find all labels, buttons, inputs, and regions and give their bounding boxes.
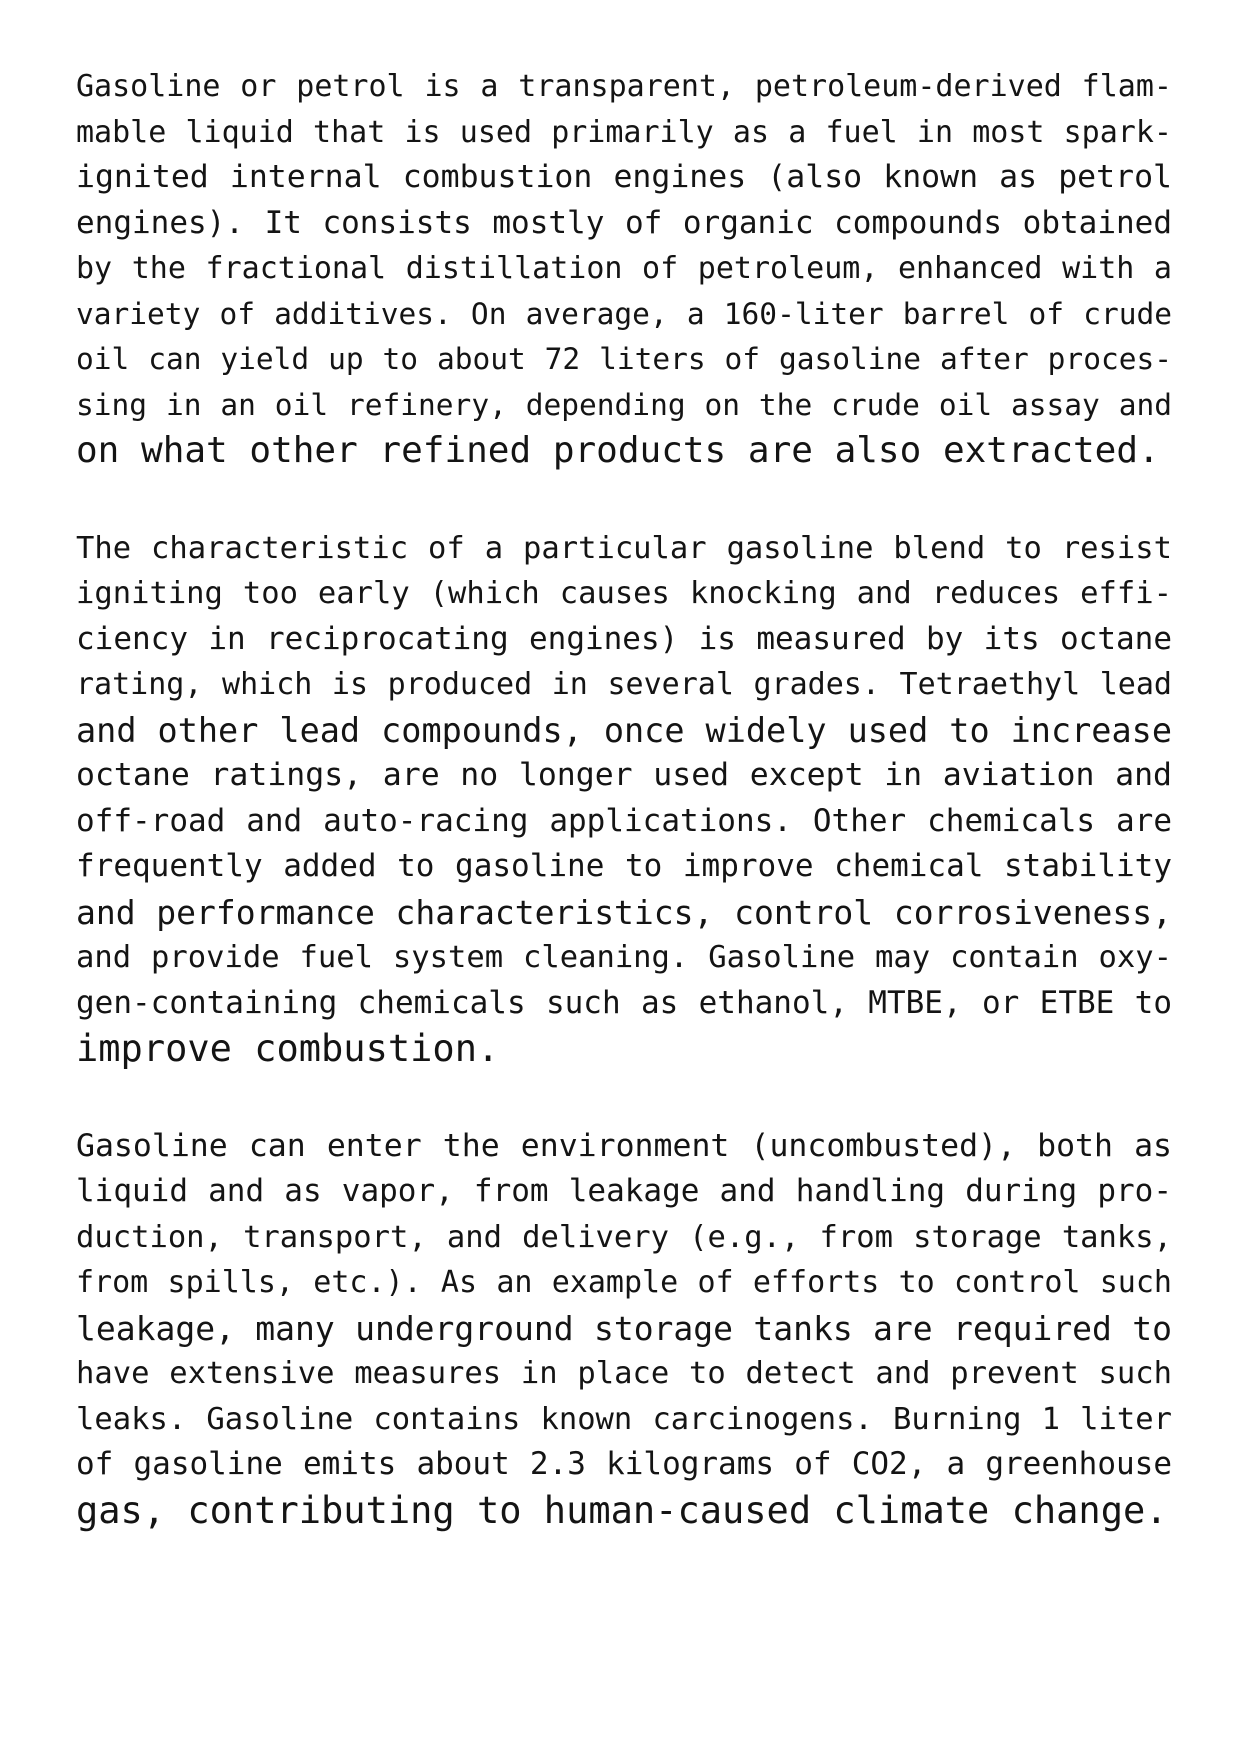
text-line: have extensive measures in place to detect and prevent such xyxy=(76,1356,1172,1391)
text-line: gas, contributing to human-caused climate change. xyxy=(76,1488,1168,1532)
text-line: and performance characteristics, control corrosiveness, xyxy=(76,892,1172,932)
text-line: Gasoline can enter the environment (uncombusted), both as xyxy=(76,1127,1172,1164)
text-line: ciency in reciprocating engines) is measured by its octane xyxy=(76,620,1172,657)
text-line: gen-containing chemicals such as ethanol, MTBE, or ETBE to xyxy=(76,984,1172,1021)
text-line: and other lead compounds, once widely used to increase xyxy=(76,710,1172,750)
text-line: ignited internal combustion engines (also known as petrol xyxy=(76,159,1172,195)
text-line: liquid and as vapor, from leakage and handling during pro- xyxy=(76,1173,1172,1209)
text-line: igniting too early (which causes knocking and reduces effi- xyxy=(76,576,1172,611)
paragraph-1 xyxy=(76,64,1172,474)
paragraph-3 xyxy=(76,1124,1172,1534)
text-line: rating, which is produced in several grades. Tetraethyl lead xyxy=(76,667,1172,702)
text-line: engines). It consists mostly of organic compounds obtained xyxy=(76,204,1172,241)
text-line: on what other refined products are also extracted. xyxy=(76,430,1160,471)
text-line: leakage, many underground storage tanks are required to xyxy=(76,1308,1172,1348)
text-line: frequently added to gasoline to improve chemical stability xyxy=(76,848,1172,884)
paragraph-2 xyxy=(76,526,1172,1072)
text-line: off-road and auto-racing applications. Other chemicals are xyxy=(76,802,1172,839)
text-line: by the fractional distillation of petroleum, enhanced with a xyxy=(76,251,1172,286)
text-line: from spills, etc.). As an example of efforts to control such xyxy=(76,1265,1172,1300)
text-line: sing in an oil refinery, depending on the crude oil assay and xyxy=(76,387,1172,422)
text-line: improve combustion. xyxy=(76,1027,500,1070)
text-line: The characteristic of a particular gasoline blend to resist xyxy=(76,530,1172,566)
paragraph-spacer xyxy=(76,1072,1172,1124)
text-line: mable liquid that is used primarily as a fuel in most spark- xyxy=(76,114,1172,150)
paragraph-spacer xyxy=(76,474,1172,526)
document-page xyxy=(76,64,1172,1533)
text-line: duction, transport, and delivery (e.g., from storage tanks, xyxy=(76,1219,1172,1255)
text-line: of gasoline emits about 2.3 kilograms of CO2, a greenhouse xyxy=(76,1446,1172,1482)
text-line: Gasoline or petrol is a transparent, petroleum-derived flam- xyxy=(76,69,1172,104)
text-line: leaks. Gasoline contains known carcinogens. Burning 1 liter xyxy=(76,1401,1172,1437)
text-line: octane ratings, are no longer used except in aviation and xyxy=(76,757,1172,793)
text-line: and provide fuel system cleaning. Gasoline may contain oxy- xyxy=(76,940,1172,975)
text-line: oil can yield up to about 72 liters of gasoline after proces- xyxy=(76,342,1172,376)
text-line: variety of additives. On average, a 160-liter barrel of crude xyxy=(76,296,1172,331)
